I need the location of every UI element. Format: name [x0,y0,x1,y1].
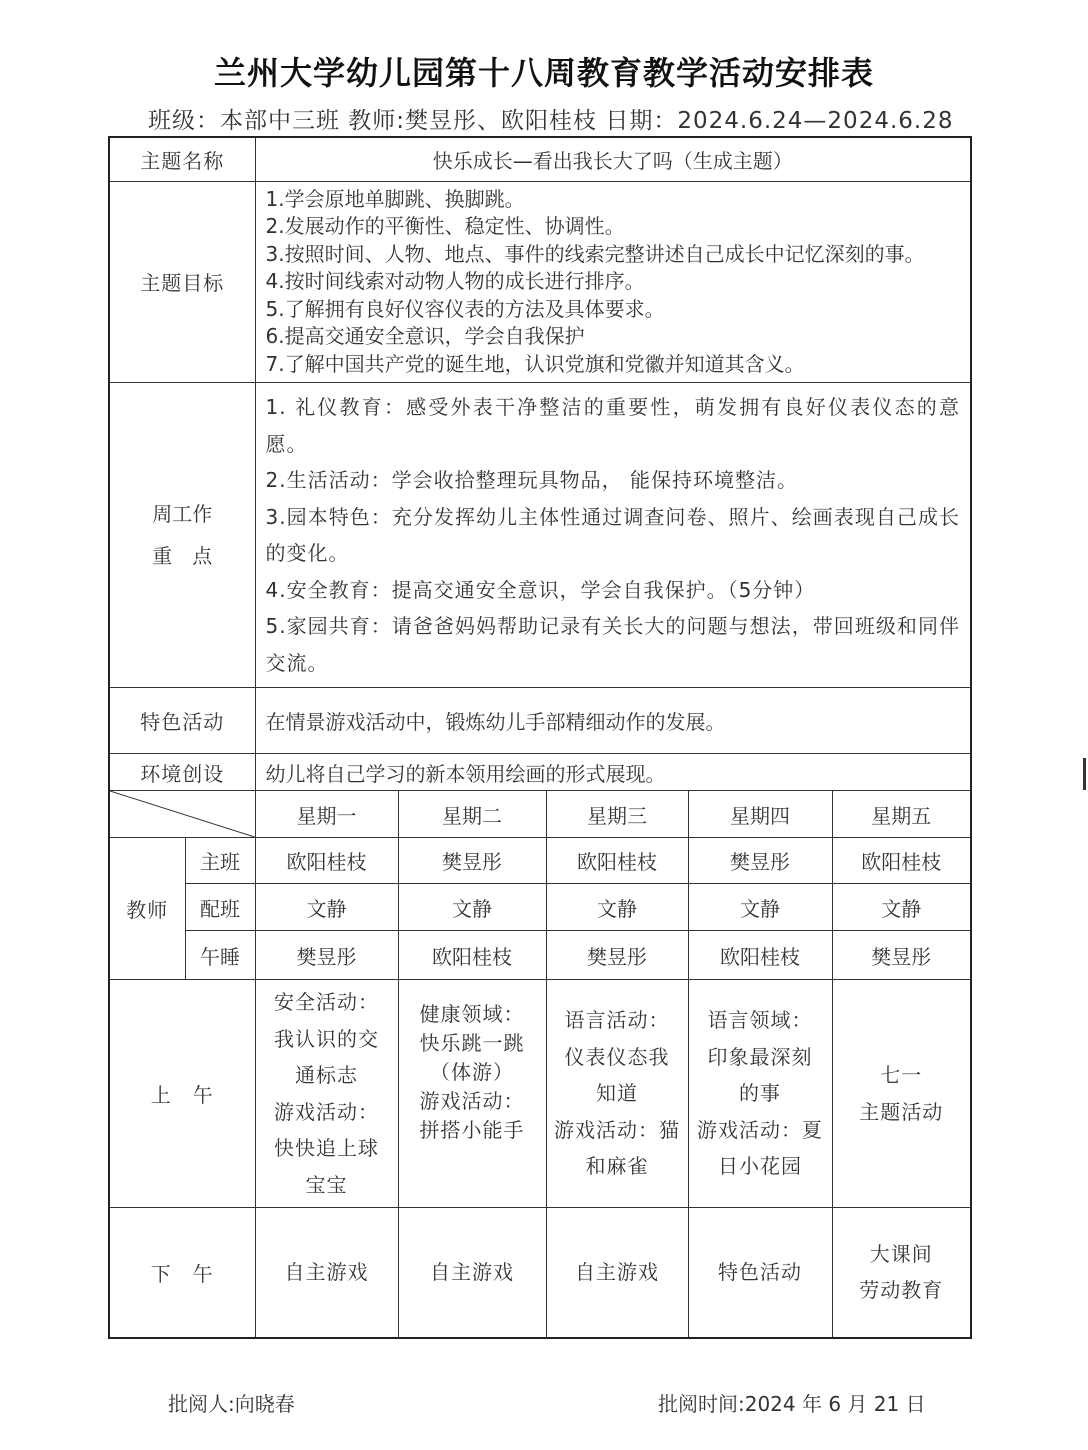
day-header: 星期二 [398,791,546,838]
activity-line: 劳动教育 [859,1278,944,1303]
activity-line: 自主游戏 [430,1260,514,1284]
environment-label: 环境创设 [109,754,255,791]
page-title: 兰州大学幼儿园第十八周教育教学活动安排表 [213,54,874,92]
morning-cell [398,980,546,1208]
activity-line: 我认识的交 [274,1026,379,1051]
day-header: 星期五 [832,791,971,838]
focus-item: 5.家园共育：请爸爸妈妈帮助记录有关长大的问题与想法，带回班级和同伴交流。 [265,614,961,675]
activity-line: 宝宝 [305,1172,348,1197]
activity-line: 大课间 [869,1241,933,1266]
activity-line: 健康领域： [419,1002,525,1026]
afternoon-cell [398,1208,546,1338]
focus-label-line1: 周工作 [152,502,213,526]
environment-row [109,754,971,791]
afternoon-cell [546,1208,688,1338]
teacher-role: 主班 [185,838,255,884]
teacher-cell: 樊昱彤 [398,838,546,884]
focus-label [109,383,255,688]
afternoon-cell [832,1208,971,1338]
diagonal-line [110,791,255,837]
activity-line: 快乐跳一跳 [419,1031,525,1055]
teacher-cell: 文静 [832,884,971,931]
special-value: 在情景游戏活动中，锻炼幼儿手部精细动作的发展。 [255,688,971,754]
activity-line: 的事 [739,1081,781,1106]
activity-line: 七一 [880,1063,923,1087]
activity-line: 拼搭小能手 [419,1118,525,1142]
goal-item: 2.发展动作的平衡性、稳定性、协调性。 [265,214,625,238]
edge-mark [1083,758,1086,790]
morning-cell [546,980,688,1208]
activity-line: 语言活动： [564,1008,670,1033]
teachers-label: 教师 [109,838,185,980]
review-time: 批阅时间:2024 年 6 月 21 日 [658,1392,926,1416]
focus-list [255,383,971,688]
goal-item: 4.按时间线索对动物人物的成长进行排序。 [265,269,645,293]
teacher-cell: 欧阳桂枝 [688,931,832,980]
goal-item: 3.按照时间、人物、地点、事件的线索完整讲述自己成长中记忆深刻的事。 [265,241,925,266]
goal-item: 5.了解拥有良好仪容仪表的方法及具体要求。 [265,296,665,321]
activity-line: 主题活动 [859,1099,944,1124]
focus-item: 2.生活活动：学会收拾整理玩具物品， 能保持环境整洁。 [265,468,798,492]
activity-line: 语言领域： [707,1008,813,1033]
teacher-cell: 文静 [546,884,688,931]
reviewer: 批阅人:向晓春 [168,1392,295,1416]
teacher-cell: 欧阳桂枝 [546,838,688,884]
day-header: 星期一 [255,791,398,838]
morning-label: 上 午 [109,980,255,1208]
activity-line: 游戏活动：夏 [697,1117,823,1142]
weekday-header-row [109,791,971,838]
teacher-row-main [109,838,971,884]
theme-value: 快乐成长—看出我长大了吗（生成主题） [255,137,971,181]
goal-item: 6.提高交通安全意识，学会自我保护 [265,324,585,348]
teacher-cell: 文静 [398,884,546,931]
afternoon-label: 下 午 [109,1208,255,1338]
environment-value: 幼儿将自己学习的新本领用绘画的形式展现。 [255,754,971,791]
teacher-role: 午睡 [185,931,255,980]
activity-line: 自主游戏 [575,1260,659,1284]
day-header: 星期四 [688,791,832,838]
special-label: 特色活动 [109,688,255,754]
schedule-table [108,136,972,1339]
goal-item: 1.学会原地单脚跳、换脚跳。 [265,186,525,211]
teacher-cell: 樊昱彤 [832,931,971,980]
morning-cell [832,980,971,1208]
activity-line: 特色活动 [718,1260,802,1284]
activity-line: 安全活动： [274,990,379,1014]
goal-item: 7.了解中国共产党的诞生地，认识党旗和党徽并知道其含义。 [265,351,805,376]
activity-line: 知道 [596,1081,638,1106]
activity-line: （体游） [430,1060,514,1084]
teacher-row-nap [109,931,971,980]
activity-line: 快快追上球 [274,1136,379,1160]
focus-row [109,383,971,688]
morning-cell [255,980,398,1208]
teacher-cell: 欧阳桂枝 [255,838,398,884]
teacher-cell: 文静 [255,884,398,931]
class-info-line: 班级：本部中三班 教师:樊昱彤、欧阳桂枝 日期：2024.6.24—2024.6.28 [148,108,954,134]
goals-list [255,181,971,383]
activity-line: 日小花园 [718,1154,802,1179]
focus-item: 3.园本特色：充分发挥幼儿主体性通过调查问卷、照片、绘画表现自己成长的变化。 [265,504,961,565]
afternoon-cell [688,1208,832,1338]
goals-label: 主题目标 [109,181,255,383]
special-row [109,688,971,754]
focus-item: 4.安全教育：提高交通安全意识，学会自我保护。（5分钟） [265,577,816,602]
activity-line: 游戏活动： [274,1099,379,1124]
morning-row [109,980,971,1208]
teacher-cell: 欧阳桂枝 [832,838,971,884]
teacher-role: 配班 [185,884,255,931]
focus-label-line2: 重 点 [152,544,213,568]
morning-cell [688,980,832,1208]
focus-item: 1. 礼仪教育：感受外表干净整洁的重要性，萌发拥有良好仪表仪态的意愿。 [265,395,961,456]
teacher-row-assist [109,884,971,931]
activity-line: 自主游戏 [284,1260,369,1284]
activity-line: 游戏活动：猫 [554,1117,680,1142]
day-header: 星期三 [546,791,688,838]
activity-line: 通标志 [295,1063,358,1087]
activity-line: 游戏活动： [419,1089,525,1113]
activity-line: 和麻雀 [585,1154,649,1179]
theme-row [109,137,971,181]
teacher-cell: 文静 [688,884,832,931]
goals-row [109,181,971,383]
afternoon-cell [255,1208,398,1338]
theme-label: 主题名称 [109,137,255,181]
teacher-cell: 欧阳桂枝 [398,931,546,980]
activity-line: 仪表仪态我 [564,1044,670,1069]
activity-line: 印象最深刻 [707,1044,813,1069]
teacher-cell: 樊昱彤 [255,931,398,980]
diagonal-header-cell [109,791,255,838]
teacher-cell: 樊昱彤 [546,931,688,980]
teacher-cell: 樊昱彤 [688,838,832,884]
afternoon-row [109,1208,971,1338]
